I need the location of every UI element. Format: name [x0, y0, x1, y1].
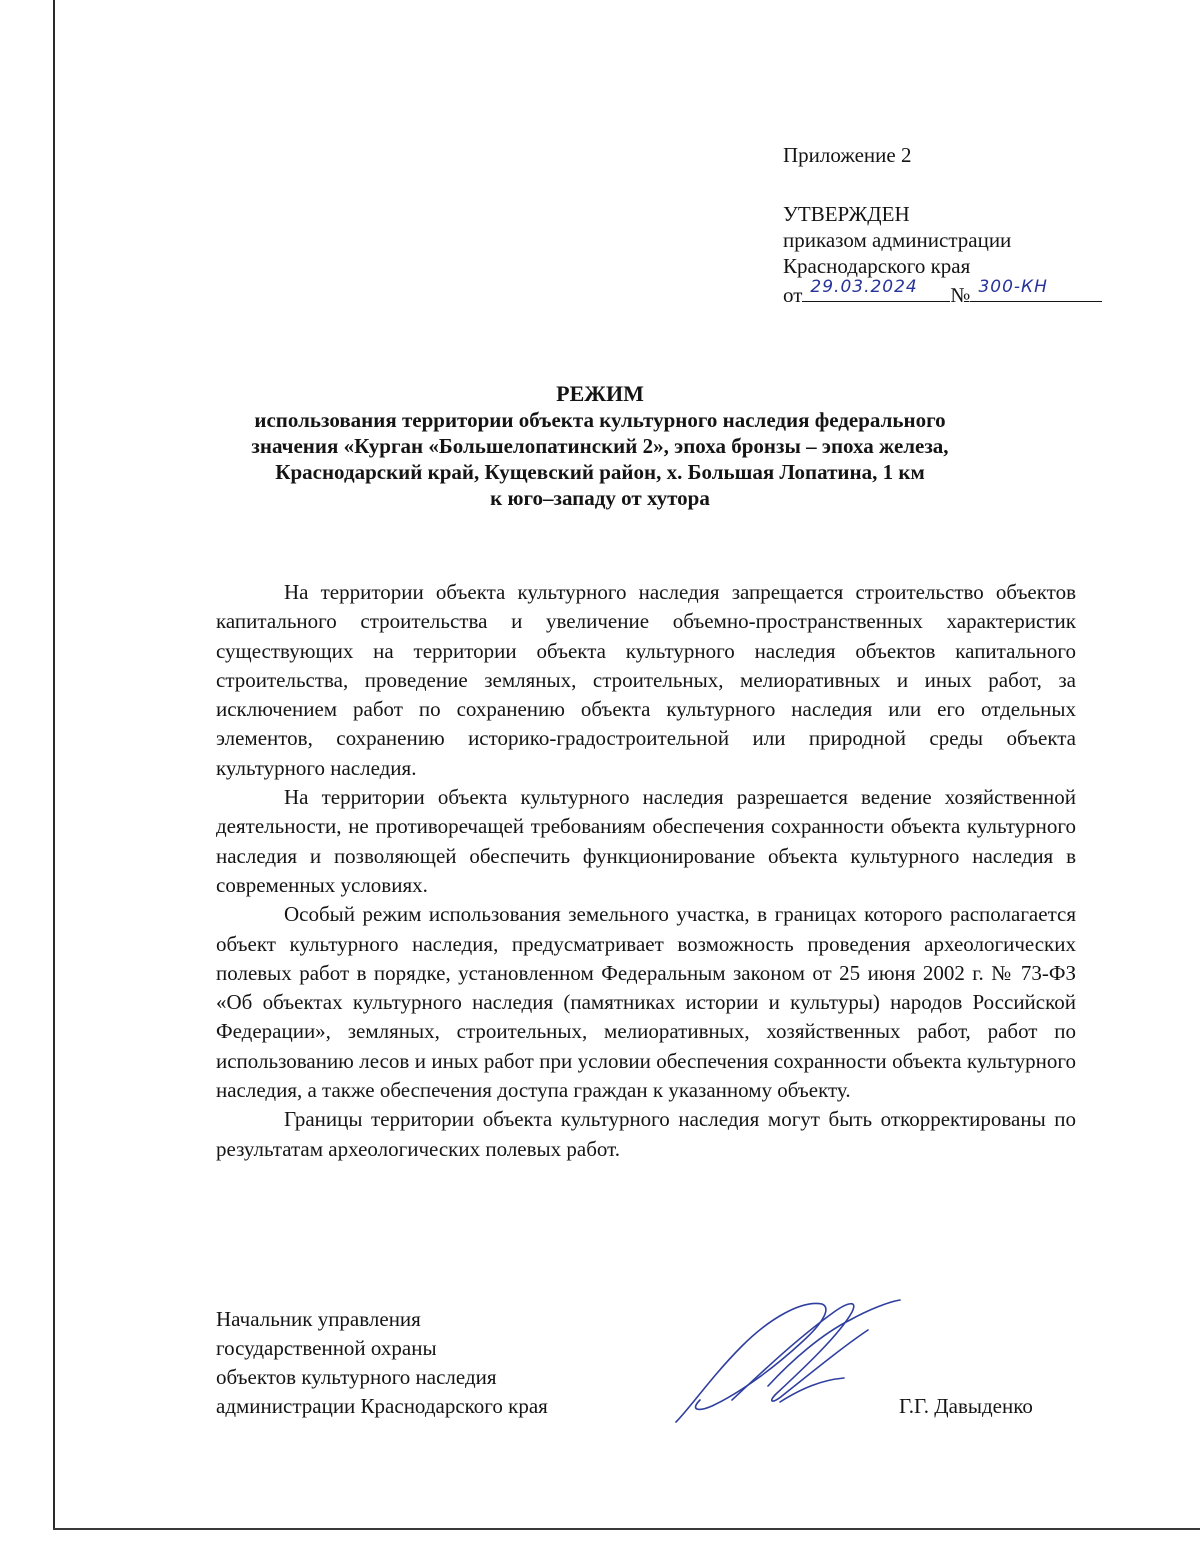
- title-line-1: использования территории объекта культурного наследия федерального: [254, 408, 946, 432]
- order-line-1: приказом администрации: [783, 228, 1012, 252]
- scan-edge-bottom: [53, 1528, 1200, 1530]
- paragraph-permissions: На территории объекта культурного наследия разрешается ведение хозяйственной деятельности, не противоречащей требованиям обеспечения сохранности объекта культурного наследия и позволяющей обеспечить функционирование объекта культурного наследия в современных условиях.: [216, 785, 1076, 897]
- order-line-2: Краснодарского края: [783, 254, 971, 278]
- document-body: [216, 578, 1076, 1164]
- title-heading: РЕЖИМ: [556, 381, 644, 406]
- number-field: [970, 279, 1102, 302]
- paragraph-special-regime: Особый режим использования земельного участка, в границах которого располагается объект культурного наследия, предусматривает возможность проведения археологических полевых работ в порядке, установленном Федеральным законом от 25 июня 2002 г. № 73-ФЗ «Об объектах культурного наследия (памятниках истории и культуры) народов Российской Федерации», земляных, строительных, мелиоративных, хозяйственных работ, работ по использованию лесов и иных работ при условии обеспечения сохранности объекта культурного наследия, а также обеспечения доступа граждан к указанному объекту.: [216, 902, 1076, 1103]
- position-line-3: объектов культурного наследия: [216, 1365, 497, 1389]
- title-line-3: Краснодарский край, Кущевский район, х. Большая Лопатина, 1 км: [275, 460, 925, 484]
- from-label: от: [783, 283, 803, 307]
- title-line-2: значения «Курган «Большелопатинский 2», эпоха бронзы – эпоха железа,: [251, 434, 949, 458]
- position-line-2: государственной охраны: [216, 1336, 437, 1360]
- appendix-label: Приложение 2: [783, 143, 912, 167]
- paragraph-prohibitions: На территории объекта культурного наследия запрещается строительство объектов капитального строительства и увеличение объемно-пространственных характеристик существующих на территории объекта культурного наследия объектов капитального строительства, проведение земляных, строительных, мелиоративных и иных работ, за исключением работ по сохранению объекта культурного наследия или его отдельных элементов, сохранению историко-градостроительной или природной среды объекта культурного наследия.: [216, 580, 1076, 780]
- scan-edge-left: [53, 0, 55, 1530]
- signatory-position: [216, 1305, 548, 1421]
- title-line-4: к юго–западу от хутора: [490, 486, 710, 510]
- handwritten-date: 29.03.2024: [810, 277, 918, 297]
- position-line-4: администрации Краснодарского края: [216, 1394, 548, 1418]
- document-title: [200, 381, 1000, 511]
- signatory-name: Г.Г. Давыденко: [899, 1394, 1033, 1418]
- approval-block: [783, 142, 1102, 308]
- handwritten-signature: [672, 1290, 902, 1430]
- signature-stroke-2: [732, 1304, 868, 1401]
- approved-label: УТВЕРЖДЕН: [783, 202, 910, 226]
- paragraph-boundaries: Границы территории объекта культурного наследия могут быть откорректированы по результатам археологических полевых работ.: [216, 1107, 1076, 1161]
- order-reference: [783, 279, 1102, 308]
- date-field: [802, 279, 950, 302]
- signature-stroke-1: [676, 1303, 826, 1422]
- number-label: №: [950, 283, 971, 307]
- handwritten-number: 300-КН: [978, 277, 1048, 297]
- position-line-1: Начальник управления: [216, 1307, 421, 1331]
